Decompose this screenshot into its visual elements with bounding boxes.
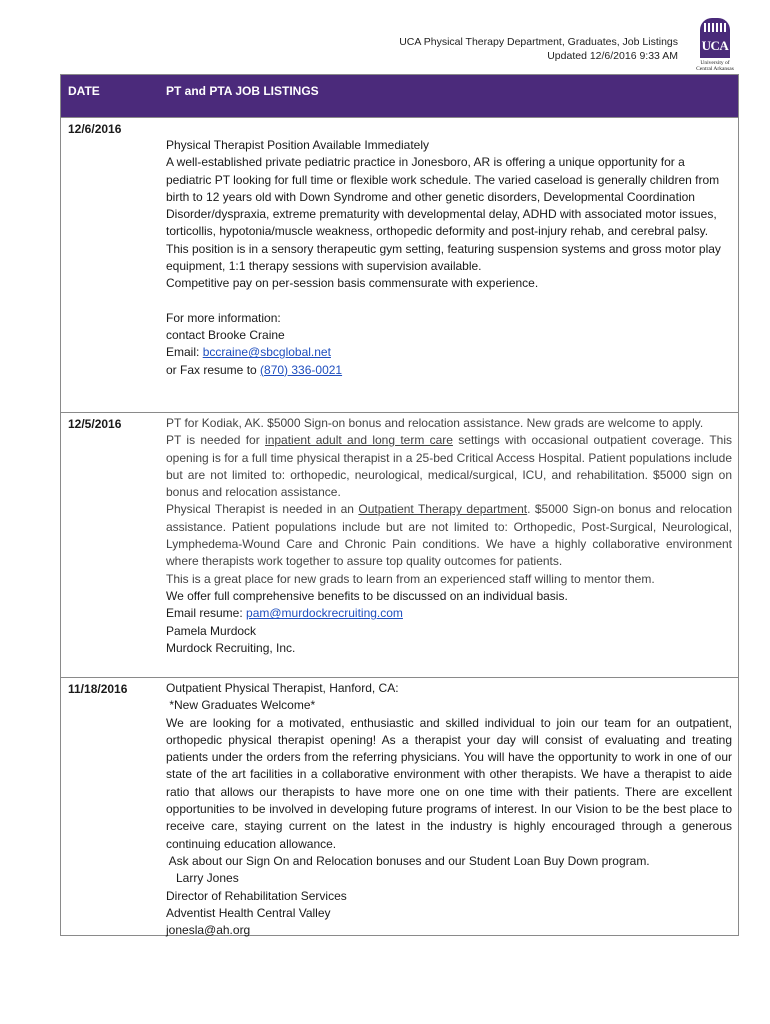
table-header	[61, 75, 738, 117]
contact-name: Larry Jones	[166, 871, 239, 886]
listing-body	[166, 680, 732, 939]
listing-title: PT for Kodiak, AK. $5000 Sign-on bonus and relocation assistance. New grads are welcome to apply.	[166, 416, 704, 430]
company-name: Murdock Recruiting, Inc.	[166, 640, 296, 655]
listing-body	[166, 415, 732, 657]
email-line: Email: bccraine@sbcglobal.net	[166, 345, 331, 360]
uca-seal-icon: UCA	[700, 18, 730, 58]
contact-name: Pamela Murdock	[166, 623, 257, 638]
listing-setting: This position is in a sensory therapeutic gym setting, featuring suspension systems and gross motor play equipment, 1:1 therapy sessions with supervision available.	[166, 241, 721, 274]
email-line: Email resume: pam@murdockrecruiting.com	[166, 606, 403, 621]
listings-column-header: PT and PTA JOB LISTINGS	[166, 84, 319, 98]
listing-subtitle: *New Graduates Welcome*	[166, 698, 316, 713]
listing-body	[166, 137, 732, 379]
listing-description: A well-established private pediatric practice in Jonesboro, AR is offering a unique opportunity for a pediatric PT looking for full time or flexible work schedule. The varied caseload is generally children from birth to 12 years old with Down Syndrome and other genetic disorders, Developmental Coordination Disorder/dyspraxia, extreme prematurity with developmental delay, ADHD with associated motor issues, torticollis, hypotonia/muscle weakness, orthopedic deformity and post-injury rehab, and cerebral palsy.	[166, 155, 720, 239]
info-label: For more information:	[166, 310, 281, 325]
listing-date: 11/18/2016	[68, 682, 128, 696]
listing-title: Physical Therapist Position Available Immediately	[166, 138, 430, 152]
email-link[interactable]: bccraine@sbcglobal.net	[202, 345, 331, 360]
listing-bonus: Ask about our Sign On and Relocation bonuses and our Student Loan Buy Down program.	[166, 853, 650, 868]
contact-role: Director of Rehabilitation Services	[166, 888, 347, 903]
listing-date: 12/5/2016	[68, 417, 122, 431]
email-link[interactable]: pam@murdockrecruiting.com	[246, 606, 403, 621]
outpatient-link[interactable]: Outpatient Therapy department	[358, 502, 528, 517]
listing-mentor-note: This is a great place for new grads to learn from an experienced staff willing to mentor them.	[166, 571, 655, 586]
fax-line: or Fax resume to (870) 336-0021	[166, 362, 343, 377]
header-updated: Updated 12/6/2016 9:33 AM	[547, 50, 678, 62]
listing-benefits: We offer full comprehensive benefits to be discussed on an individual basis.	[166, 588, 568, 603]
fax-link[interactable]: (870) 336-0021	[260, 362, 343, 377]
listing-description: We are looking for a motivated, enthusiastic and skilled individual to join our team for an outpatient, orthopedic physical therapist opening! As a therapist your day will consist of evaluating and treating patients under the orders from the referring physicians. You will have the opportunity to work in one of our state of the art facilities in a collaborative environment with other therapists. We have a therapist to aide ratio that allows our therapists to have more one on one time with their patients. There are excellent opportunities to be involved in developing future programs of interest. In our Vision to be the best place to receive care, staying current on the latest in the industry is highly encouraged through a generous continuing education allowance.	[166, 715, 732, 851]
listing-description: PT is needed for inpatient adult and long term care settings with occasional outpatient coverage. This opening is for a full time physical therapist in a 25-bed Critical Access Hospital. Patient populations include but are not limited to: orthopedic, neurological, medical/surgical, ICU, and rehabilitation. $5000 sign on bonus and relocation assistance.	[166, 433, 733, 500]
uca-logo	[692, 18, 738, 72]
listing-date: 12/6/2016	[68, 122, 122, 136]
contact-email: jonesla@ah.org	[166, 923, 251, 938]
organization-name: Adventist Health Central Valley	[166, 905, 331, 920]
table-row	[61, 117, 738, 412]
header-title: UCA Physical Therapy Department, Graduates, Job Listings	[399, 36, 678, 48]
listing-title: Outpatient Physical Therapist, Hanford, CA:	[166, 681, 399, 695]
logo-caption: University of Central Arkansas	[696, 60, 734, 72]
job-listings-table	[60, 74, 739, 936]
listing-pay: Competitive pay on per-session basis commensurate with experience.	[166, 276, 539, 291]
document-header	[399, 35, 678, 63]
listing-description-2: Physical Therapist is needed in an Outpatient Therapy department. $5000 Sign-on bonus and relocation assistance. Patient populations include but are not limited to: Orthopedic, Post-Surgical, Neurological, Lymphedema-Wound Care and Chronic Pain conditions. We have a highly collaborative environment where therapists work together to assure top quality outcomes for patients.	[166, 502, 733, 569]
inpatient-link[interactable]: inpatient adult and long term care	[265, 433, 453, 448]
contact-name: contact Brooke Craine	[166, 327, 285, 342]
table-row	[61, 677, 738, 936]
table-row	[61, 412, 738, 677]
date-column-header: DATE	[68, 84, 100, 98]
